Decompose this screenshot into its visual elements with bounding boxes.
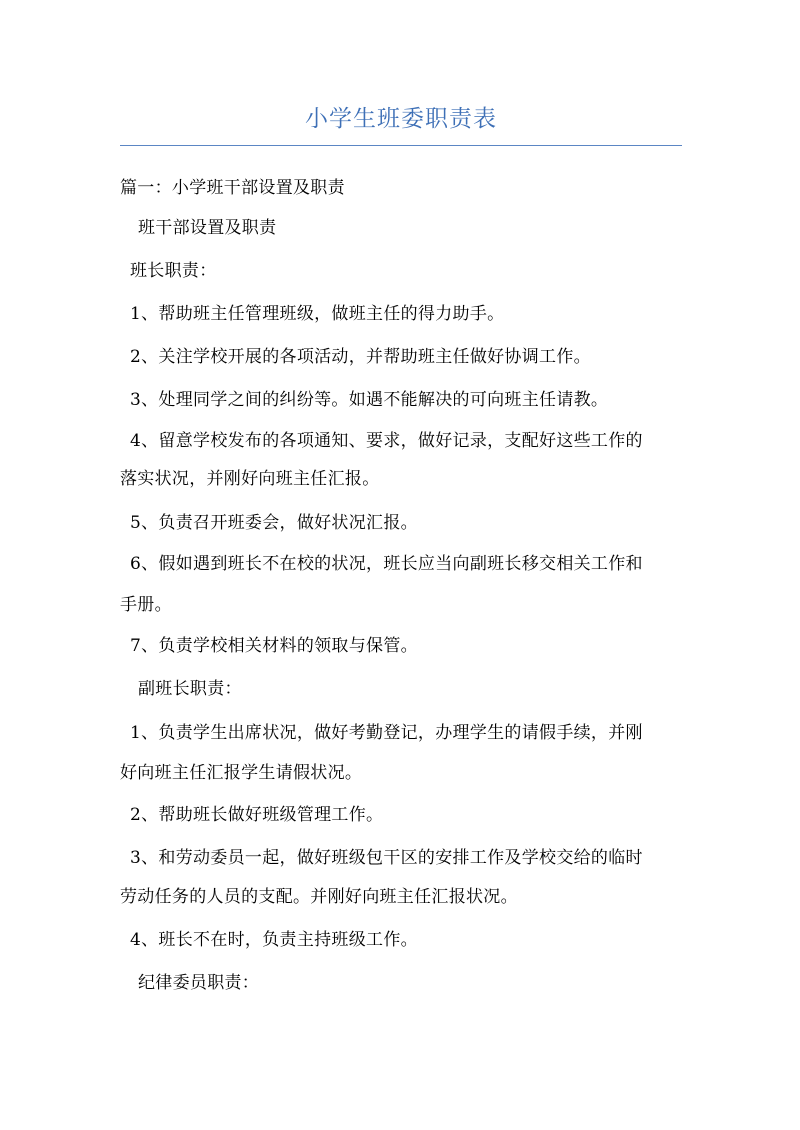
title-divider bbox=[120, 145, 682, 146]
duty-item: 6、假如遇到班长不在校的状况，班长应当向副班长移交相关工作和 bbox=[130, 554, 643, 574]
subheading: 班干部设置及职责 bbox=[138, 218, 277, 238]
section-heading: 篇一：小学班干部设置及职责 bbox=[120, 178, 345, 198]
duty-item: 2、关注学校开展的各项活动，并帮助班主任做好协调工作。 bbox=[130, 347, 591, 367]
role-heading-vice-monitor: 副班长职责： bbox=[138, 679, 242, 699]
duty-item: 7、负责学校相关材料的领取与保管。 bbox=[130, 636, 418, 656]
duty-item: 5、负责召开班委会，做好状况汇报。 bbox=[130, 513, 418, 533]
duty-item: 3、处理同学之间的纠纷等。如遇不能解决的可向班主任请教。 bbox=[130, 390, 609, 410]
duty-item-continuation: 落实状况，并刚好向班主任汇报。 bbox=[120, 469, 380, 489]
duty-item: 2、帮助班长做好班级管理工作。 bbox=[130, 805, 384, 825]
duty-item: 1、负责学生出席状况，做好考勤登记，办理学生的请假手续，并刚 bbox=[130, 723, 643, 743]
duty-item: 3、和劳动委员一起，做好班级包干区的安排工作及学校交给的临时 bbox=[130, 848, 643, 868]
duty-item: 4、班长不在时，负责主持班级工作。 bbox=[130, 930, 418, 950]
duty-item-continuation: 好向班主任汇报学生请假状况。 bbox=[120, 763, 363, 783]
duty-item-continuation: 手册。 bbox=[120, 595, 172, 615]
document-title: 小学生班委职责表 bbox=[305, 106, 497, 132]
role-heading-monitor: 班长职责： bbox=[130, 261, 217, 281]
duty-item: 4、留意学校发布的各项通知、要求，做好记录，支配好这些工作的 bbox=[130, 431, 643, 451]
duty-item-continuation: 劳动任务的人员的支配。并刚好向班主任汇报状况。 bbox=[120, 887, 518, 907]
role-heading-discipline: 纪律委员职责： bbox=[138, 973, 260, 993]
duty-item: 1、帮助班主任管理班级，做班主任的得力助手。 bbox=[130, 304, 505, 324]
